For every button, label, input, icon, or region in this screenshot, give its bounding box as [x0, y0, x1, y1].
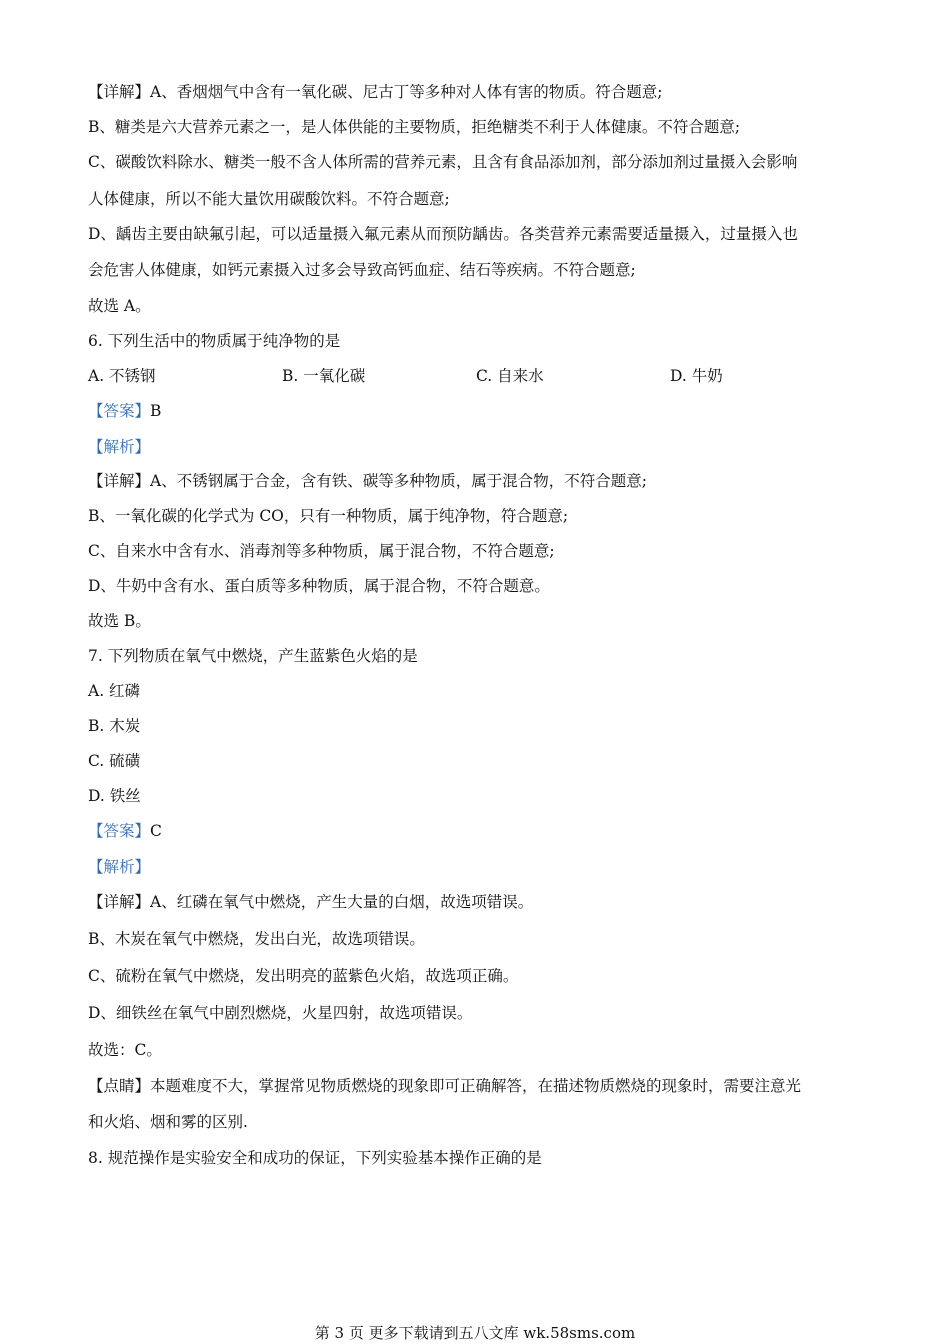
q7-option-c: C. 硫磺 [88, 752, 141, 770]
conclusion-line: 故选 B。 [88, 612, 151, 630]
question-6: 6. 下列生活中的物质属于纯净物的是 [88, 332, 341, 350]
q6-option-b: B. 一氧化碳 [282, 367, 366, 385]
detail-line: D、龋齿主要由缺氟引起，可以适量摄入氟元素从而预防龋齿。各类营养元素需要适量摄入，过量摄入也 [88, 225, 798, 243]
answer-value: C [150, 822, 162, 840]
detail-line: 【详解】A、红磷在氧气中燃烧，产生大量的白烟，故选项错误。 [88, 893, 534, 911]
detail-line: B、木炭在氧气中燃烧，发出白光，故选项错误。 [88, 930, 425, 948]
q6-option-d: D. 牛奶 [670, 367, 723, 385]
q6-answer [88, 401, 161, 421]
q7-option-b: B. 木炭 [88, 717, 141, 735]
detail-line: B、一氧化碳的化学式为 CO，只有一种物质，属于纯净物，符合题意; [88, 507, 569, 525]
note-line: 和火焰、烟和雾的区别. [88, 1113, 248, 1131]
answer-value: B [150, 402, 162, 420]
detail-line: D、牛奶中含有水、蛋白质等多种物质，属于混合物，不符合题意。 [88, 577, 550, 595]
q7-option-a: A. 红磷 [88, 682, 141, 700]
q7-option-d: D. 铁丝 [88, 787, 141, 805]
answer-label: 【答案】 [88, 822, 151, 840]
q6-analysis-label: 【解析】 [88, 438, 151, 456]
detail-line: 【详解】A、香烟烟气中含有一氧化碳、尼古丁等多种对人体有害的物质。符合题意; [88, 83, 663, 101]
question-7: 7. 下列物质在氧气中燃烧，产生蓝紫色火焰的是 [88, 647, 418, 665]
detail-line: 【详解】A、不锈钢属于合金，含有铁、碳等多种物质，属于混合物，不符合题意; [88, 472, 647, 490]
q7-analysis-label: 【解析】 [88, 858, 151, 876]
q7-answer [88, 821, 162, 841]
detail-line: C、碳酸饮料除水、糖类一般不含人体所需的营养元素，且含有食品添加剂，部分添加剂过量摄入会影响 [88, 153, 798, 171]
detail-line: C、硫粉在氧气中燃烧，发出明亮的蓝紫色火焰，故选项正确。 [88, 967, 519, 985]
page-footer: 第 3 页 更多下载请到五八文库 wk.58sms.com [314, 1324, 636, 1342]
detail-line: D、细铁丝在氧气中剧烈燃烧，火星四射，故选项错误。 [88, 1004, 473, 1022]
detail-line: 会危害人体健康，如钙元素摄入过多会导致高钙血症、结石等疾病。不符合题意; [88, 261, 636, 279]
detail-line: 人体健康，所以不能大量饮用碳酸饮料。不符合题意; [88, 190, 450, 208]
question-8: 8. 规范操作是实验安全和成功的保证，下列实验基本操作正确的是 [88, 1149, 542, 1167]
conclusion-line: 故选 A。 [88, 297, 151, 315]
detail-line: B、糖类是六大营养元素之一，是人体供能的主要物质，拒绝糖类不利于人体健康。不符合题意; [88, 118, 741, 136]
q6-option-c: C. 自来水 [476, 367, 544, 385]
answer-label: 【答案】 [88, 402, 151, 420]
conclusion-line: 故选：C。 [88, 1041, 162, 1059]
q6-option-a: A. 不锈钢 [88, 367, 156, 385]
note-line: 【点睛】本题难度不大，掌握常见物质燃烧的现象即可正确解答，在描述物质燃烧的现象时，需要注意光 [88, 1077, 802, 1095]
detail-line: C、自来水中含有水、消毒剂等多种物质，属于混合物，不符合题意; [88, 542, 555, 560]
